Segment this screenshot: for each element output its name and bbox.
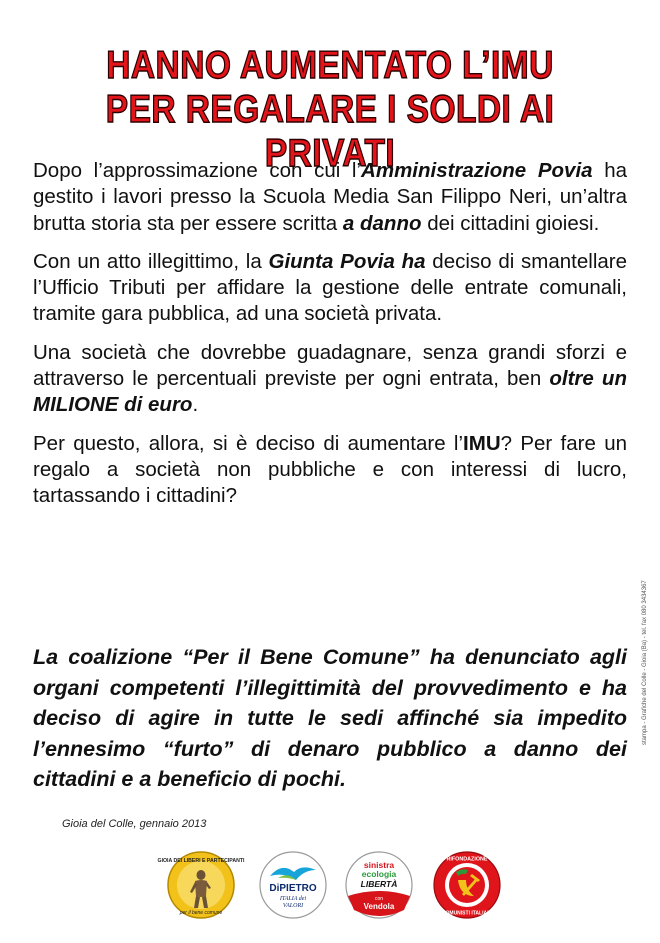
paragraph-3: [33, 340, 627, 419]
logo2-sub2: VALORI: [282, 903, 304, 909]
p4-text-a: Per questo, allora, si è deciso di aumentare l’: [33, 431, 464, 455]
place-date: Gioia del Colle, gennaio 2013: [62, 818, 207, 830]
paragraph-2: [33, 249, 627, 328]
logo-italia-dei-valori: [258, 850, 328, 920]
p2-emphasis-giunta: Giunta Povia ha: [268, 249, 426, 273]
printer-credit: stampa - Grafiche del Colle - Gioia (Ba) - tel. fax 080 3434367: [642, 580, 648, 745]
p4-text-c: ? Per fare un regalo a società non pubbliche e con interessi di lucro, tartassando i cittadini?: [33, 431, 627, 508]
seagull-emblem-icon: [258, 850, 328, 920]
headline-line-1: HANNO AUMENTATO L’IMU: [106, 44, 554, 87]
logo-per-il-bene-comune: [157, 850, 245, 920]
body-text: [33, 158, 627, 522]
paragraph-4: [33, 431, 627, 510]
p3-text-c: .: [192, 393, 199, 417]
p1-emphasis-a-danno: a danno: [342, 211, 422, 235]
p1-text-a: Dopo l’approssimazione con cui l’: [33, 159, 362, 182]
headline-line-2: PER REGALARE I SOLDI AI PRIVATI: [105, 88, 555, 175]
logo4-bottom-text: COMUNISTI ITALIANI: [441, 910, 493, 917]
logo1-bottom-text: per il bene comune: [179, 910, 223, 916]
p1-text-e: dei cittadini gioiesi.: [421, 211, 600, 235]
logo3-con: con: [374, 896, 384, 902]
statue-emblem-icon: [157, 850, 245, 920]
logo3-ecologia: ecologia: [361, 869, 397, 879]
logo3-vendola: Vendola: [363, 902, 395, 911]
logo3-liberta: LIBERTÀ: [360, 879, 398, 889]
p3-text-a: Una società che dovrebbe guadagnare, senza grandi sforzi e attraverso le percentuali previste per ogni entrata, ben: [33, 340, 627, 391]
p1-emphasis-administration: Amministrazione Povia: [361, 159, 593, 182]
p2-text-c: deciso di smantellare l’Ufficio Tributi per affidare la gestione delle entrate comunali, tramite gara pubblica, ad una società privata.: [33, 249, 627, 326]
logo4-top-text: RIFONDAZIONE: [446, 856, 488, 863]
p4-emphasis-imu: IMU: [463, 431, 501, 455]
headline: [46, 44, 614, 176]
logo3-sinistra: sinistra: [363, 860, 395, 870]
closing-statement: La coalizione “Per il Bene Comune” ha denunciato agli organi competenti l’illegittimità del provvedimento e ha deciso di agire in tutte le sedi affinché sia impedito l’ennesimo “furto” di denaro pubblico a danno dei cittadini e a beneficio di pochi.: [33, 645, 627, 792]
p3-emphasis-milione: oltre un MILIONE di euro: [33, 367, 627, 417]
logo2-brand: DiPIETRO: [269, 883, 317, 894]
logo2-sub1: ITALIA dei: [279, 896, 307, 902]
logo-rifondazione-comunisti: [432, 850, 502, 920]
p2-text-a: Con un atto illegittimo, la: [33, 249, 269, 273]
sel-emblem-icon: [344, 850, 414, 920]
p1-text-c: ha gestito i lavori presso la Scuola Media San Filippo Neri, un’altra brutta storia sta per essere scritta: [33, 159, 627, 235]
logo1-top-text: GIOIA DEI LIBERI E PARTECIPANTI: [157, 858, 245, 864]
paragraph-1: [33, 158, 627, 237]
logo-sinistra-ecologia-liberta: [344, 850, 414, 920]
hammer-sickle-icon: [432, 850, 502, 920]
